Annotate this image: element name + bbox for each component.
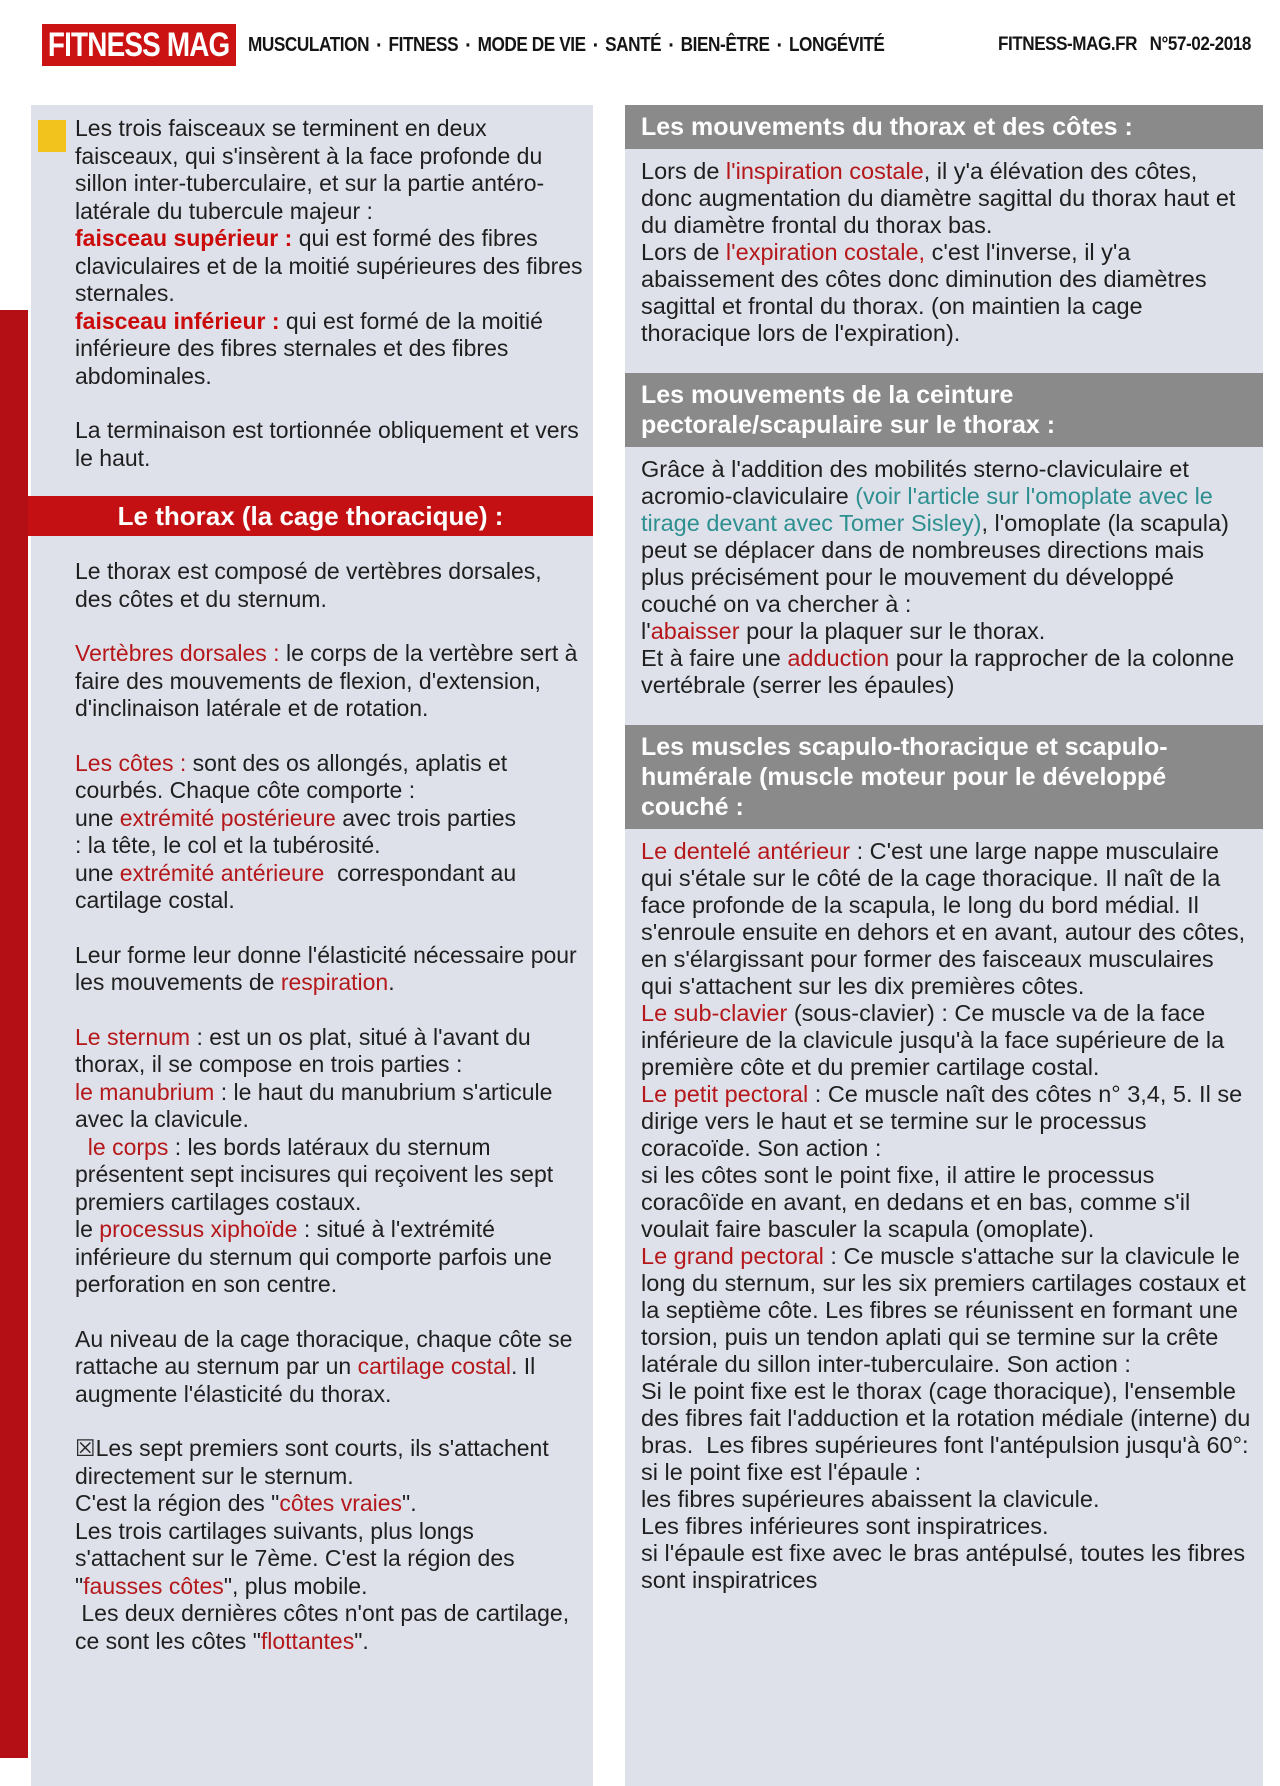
paragraph-elasticite [75,942,585,997]
text-segment: Lors de [641,239,726,265]
text-segment: sont des os allongés, aplatis et courbés. Chaque côte comporte : [75,749,514,803]
paragraph-thorax-compose [75,558,585,613]
text-segment: correspondant au cartilage costal. [75,859,523,913]
text-segment: si le point fixe est l'épaule : [641,1459,922,1485]
yellow-bullet-marker [38,120,66,152]
text-segment: fausses côtes [83,1572,224,1599]
menu-separator: ▪ [668,36,673,52]
text-segment: ". [402,1490,417,1516]
text-segment [75,1134,88,1160]
text-segment: qui est formé des fibres claviculaires et de la moitié supérieures des fibres sternales. [75,225,589,306]
text-segment: pour la rapprocher de la colonne vertébrale (serrer les épaules) [641,645,1241,698]
text-segment: , il y'a élévation des côtes, donc augmentation du diamètre sagittal du thorax haut et du diamètre frontal du thorax bas. [641,158,1242,238]
paragraph-les-cotes [75,750,585,915]
text-segment: le corps [87,1133,169,1160]
menu-separator: ▪ [465,36,470,52]
menu-item-long-vit-: LONGÉVITÉ [788,33,885,56]
text-segment: abaisser [650,618,740,644]
paragraph-sternum [75,1024,585,1299]
text-segment: : C'est une large nappe musculaire qui s'étale sur le côté de la cage thoracique. Il naît de la face profonde de la scapula, le long du bord médial. Il s'enroule ensuite en dehors et en avant, autour des côtes, en s'élargissant pour former des faisceaux musculaires qui s'attachent sur les dix premières côtes. [641,838,1252,999]
text-segment: Si le point fixe est le thorax (cage thoracique), l'ensemble des fibres fait l'adduction et la rotation médiale (interne) du bras. Les fibres supérieures font l'antépulsion jusqu'à 60°: [641,1378,1257,1458]
text-segment: Les deux dernières côtes n'ont pas de cartilage, ce sont les côtes " [75,1600,576,1654]
text-segment: : le haut du manubrium s'articule avec la clavicule. [75,1078,559,1132]
paragraph-inspiration-expiration [625,149,1263,347]
text-segment: : Ce muscle naît des côtes n° 3,4, 5. Il se dirige vers le haut et se termine sur le processus coracoïde. Son action : [641,1081,1249,1161]
paragraph-faisceaux [75,115,589,390]
text-segment: ☒ [75,1435,96,1461]
paragraph-mobilite-scapula [625,447,1263,699]
text-segment: ". [354,1627,369,1654]
text-segment: : la tête, le col et la tubérosité. [75,832,381,858]
text-segment: . [388,969,395,995]
text-segment: extrémité antérieure [119,859,325,886]
text-segment: le manubrium [75,1078,215,1105]
text-segment: Le petit pectoral [641,1081,809,1107]
paragraph-vertebres-dorsales [75,640,585,723]
text-segment: : Ce muscle s'attache sur la clavicule le long du sternum, sur les six premiers cartilages costaux et la septième côte. Les fibres se réunissent en formant une torsion, puis un tendon aplati qui se termine sur la crête latérale du sillon inter-tuberculaire. Son action : [641,1243,1253,1377]
text-segment: Le sternum [75,1023,191,1050]
text-segment: Le dentelé antérieur [641,838,851,864]
text-segment: Les fibres inférieures sont inspiratrices. [641,1513,1049,1539]
text-segment: Leur forme leur donne l'élasticité nécessaire pour les mouvements de [75,941,584,995]
paragraph-cartilage-costal [75,1326,585,1409]
text-segment: Les trois cartilages suivants, plus longs s'attachent sur le 7ème. C'est la région des " [75,1517,522,1599]
text-segment: si les côtes sont le point fixe, il attire le processus coracôïde en avant, en dedans et en bas, comme s'il voulait faire basculer la scapula (omoplate). [641,1162,1197,1242]
text-segment: ", plus mobile. [223,1572,368,1599]
text-segment: l'expiration costale, [725,239,926,265]
text-segment: si l'épaule est fixe avec le bras antépulsé, toutes les fibres sont inspiratrices [641,1540,1252,1593]
menu-item-mode-de-vie: MODE DE VIE [477,33,586,56]
text-segment: Les trois faisceaux se terminent en deux faisceaux, qui s'insèrent à la face profonde du sillon inter-tuberculaire, et sur la partie antéro-latérale du tubercule majeur : [75,115,549,224]
paragraph-muscles-detail [625,829,1263,1594]
text-segment: (sous-clavier) : Ce muscle va de la face inférieure de la clavicule jusqu'à la face supérieure de la première côte et du premier cartilage costal. [641,1000,1231,1080]
text-segment: qui est formé de la moitié inférieure des fibres sternales et des fibres abdominales. [75,307,550,389]
text-segment: cartilage costal [357,1353,511,1379]
text-segment: C'est la région des " [75,1490,280,1516]
menu-item-musculation: MUSCULATION [248,33,370,56]
top-menu [248,26,892,64]
text-segment: : les bords latéraux du sternum présentent sept incisures qui reçoivent les sept premiers cartilages costaux. [75,1133,560,1215]
site-url: FITNESS-MAG.FR [998,34,1138,55]
text-segment: faisceau inférieur : [75,307,280,334]
text-segment: extrémité postérieure [119,804,336,831]
text-segment: Et à faire une [641,645,788,671]
menu-separator: ▪ [376,36,381,52]
fitness-mag-logo [42,24,236,66]
text-segment: côtes vraies [279,1490,403,1516]
text-segment: Le sub-clavier [641,1000,788,1026]
section-title-thorax: Le thorax (la cage thoracique) : [28,496,593,536]
right-column [625,105,1263,1786]
issue-info [998,26,1251,64]
issue-number: N°57-02-2018 [1149,34,1251,55]
text-segment: Les côtes : [75,749,187,776]
text-segment: une [75,804,120,831]
text-segment: avec trois parties [335,804,517,831]
menu-separator: ▪ [777,36,782,52]
menu-item-fitness: FITNESS [388,33,459,56]
text-segment: , l'omoplate (la scapula) peut se déplacer dans de nombreuses directions mais plus précisément pour le mouvement du développé couché on va chercher à : [641,510,1236,617]
text-segment: faisceau supérieur : [75,225,293,251]
menu-separator: ▪ [593,36,598,52]
text-segment: flottantes [260,1627,355,1654]
logo-text: FITNESS MAG [48,25,230,64]
text-segment: le [75,1216,100,1242]
left-accent-bar [0,310,28,1758]
section-title-mouvements-thorax: Les mouvements du thorax et des côtes : [625,105,1263,149]
text-segment: La terminaison est tortionnée obliquement et vers le haut. [75,417,586,471]
text-segment: . Il augmente l'élasticité du thorax. [75,1353,542,1407]
text-segment: Le grand pectoral [641,1243,824,1269]
text-segment: Vertèbres dorsales : [75,640,280,666]
text-segment: le corps de la vertèbre sert à faire des mouvements de flexion, d'extension, d'inclinaison latérale et de rotation. [75,640,584,721]
text-segment: Grâce à l'addition des mobilités sterno-claviculaire et acromio-claviculaire [641,456,1196,509]
text-segment: l' [641,618,651,644]
text-segment: pour la plaquer sur le thorax. [739,618,1046,644]
text-segment: Le thorax est composé de vertèbres dorsales, des côtes et du sternum. [75,558,549,612]
text-segment: Les sept premiers sont courts, ils s'attachent directement sur le sternum. [75,1435,556,1489]
text-segment: Lors de [641,158,726,184]
section-title-ceinture-scapulaire: Les mouvements de la ceinture pectorale/scapulaire sur le thorax : [625,373,1263,447]
article-link[interactable]: (voir l'article sur l'omoplate avec le tirage devant avec Tomer Sisley) [641,483,1220,536]
paragraph-terminaison [75,417,585,472]
text-segment: : situé à l'extrémité inférieure du sternum qui comporte parfois une perforation en son centre. [75,1216,559,1297]
text-segment: les fibres supérieures abaissent la clavicule. [641,1486,1100,1512]
menu-item-bien-tre: BIEN-ÊTRE [680,33,770,56]
text-segment: respiration [280,969,389,995]
paragraph-cotes-vraies-fausses [75,1435,585,1655]
text-segment: Au niveau de la cage thoracique, chaque côte se rattache au sternum par un [75,1325,579,1379]
menu-item-sant-: SANTÉ [605,33,662,56]
text-segment: : est un os plat, situé à l'avant du thorax, il se compose en trois parties : [75,1023,538,1077]
text-segment: une [75,859,120,886]
text-segment: adduction [787,645,890,671]
section-title-muscles-scapulo: Les muscles scapulo-thoracique et scapulo-humérale (muscle moteur pour le développé couché : [625,725,1263,829]
text-segment: processus xiphoïde [99,1216,298,1242]
text-segment: c'est l'inverse, il y'a abaissement des côtes donc diminution des diamètres sagittal et frontal du thorax. (on maintien la cage thoracique lors de l'expiration). [641,239,1214,346]
text-segment: l'inspiration costale [725,158,924,184]
left-column [31,105,593,1786]
